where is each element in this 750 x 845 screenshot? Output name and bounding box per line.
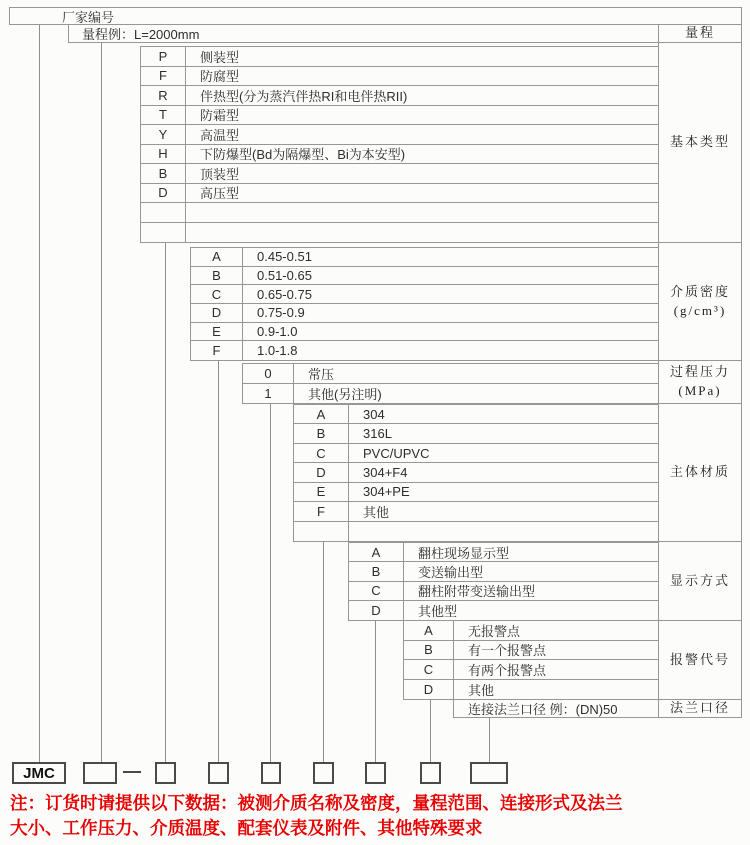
basic-type-block	[140, 46, 658, 243]
row-desc: 0.45-0.51	[257, 249, 312, 265]
row-desc: 其他(另注明)	[308, 386, 382, 402]
side-label-range	[658, 24, 742, 43]
side-label-display-mode	[658, 541, 742, 621]
row-code: T	[141, 106, 186, 125]
table-row	[404, 621, 658, 641]
connector-line-alarm	[430, 700, 431, 762]
separator-dash	[123, 771, 141, 773]
table-row	[191, 267, 658, 286]
code-box-range	[83, 762, 117, 784]
side-label-pressure	[658, 360, 742, 404]
table-row	[349, 562, 658, 581]
row-desc: 翻柱附带变送输出型	[418, 584, 536, 600]
row-desc	[349, 522, 658, 541]
row-desc: 304+F4	[363, 464, 408, 480]
side-label-text: 介质密度	[669, 283, 730, 299]
row-desc: 有两个报警点	[468, 662, 547, 678]
side-label-text: 报警代号	[669, 651, 730, 667]
row-desc	[186, 223, 658, 243]
table-row	[294, 502, 658, 521]
row-desc: 0.51-0.65	[257, 267, 312, 283]
row-desc: 316L	[363, 426, 392, 442]
table-row	[141, 223, 658, 243]
row-code: D	[141, 184, 186, 203]
table-row	[141, 164, 658, 184]
connector-line-pressure	[270, 404, 271, 762]
side-label-text: 显示方式	[669, 572, 730, 588]
connector-line-density	[218, 361, 219, 762]
row-desc: 1.0-1.8	[257, 343, 298, 359]
table-row	[294, 522, 658, 541]
side-label-text: 量程	[684, 25, 715, 41]
connector-line-factory	[39, 25, 40, 762]
side-label-basic-type	[658, 42, 742, 243]
row-code: A	[294, 405, 349, 423]
side-label-text: 基本类型	[669, 134, 730, 150]
row-desc: 无报警点	[468, 623, 521, 639]
connector-line-basic-type	[165, 243, 166, 762]
table-row	[349, 543, 658, 562]
ordering-note-line2: 大小、工作压力、介质温度、配套仪表及附件、其他特殊要求	[10, 818, 483, 838]
code-box-display	[365, 762, 386, 784]
row-desc: 有一个报警点	[468, 643, 547, 659]
row-code	[294, 522, 349, 541]
table-row	[141, 106, 658, 126]
row-code: B	[349, 562, 404, 580]
row-code: F	[294, 502, 349, 520]
row-desc: 304+PE	[363, 484, 410, 500]
row-code: D	[191, 304, 243, 322]
code-box-pressure	[261, 762, 281, 784]
material-block	[293, 404, 658, 542]
code-box-density	[208, 762, 229, 784]
row-code: C	[294, 444, 349, 462]
side-label-unit: (g/cm³)	[673, 302, 727, 318]
table-row	[141, 184, 658, 204]
side-label-text: 法兰口径	[669, 700, 730, 716]
connector-line-material	[323, 542, 324, 762]
table-row	[404, 641, 658, 661]
row-desc: 防霜型	[200, 108, 240, 124]
side-label-alarm-code	[658, 620, 742, 700]
row-code: A	[404, 621, 454, 640]
row-desc: 304	[363, 406, 385, 422]
side-label-unit: (MPa)	[678, 383, 722, 398]
row-desc	[186, 203, 658, 222]
connector-line-display	[375, 621, 376, 762]
row-code: A	[349, 543, 404, 561]
table-row	[191, 304, 658, 323]
connector-line-range	[101, 43, 102, 762]
table-row	[141, 47, 658, 67]
range-example-row	[68, 24, 658, 43]
row-code: 0	[243, 364, 294, 383]
row-desc: 0.75-0.9	[257, 305, 305, 321]
row-desc: 0.65-0.75	[257, 286, 312, 302]
flange-size-text: 连接法兰口径 例：(DN)50	[468, 702, 618, 717]
side-label-material	[658, 403, 742, 542]
row-code: C	[349, 582, 404, 600]
row-desc: 0.9-1.0	[257, 323, 298, 339]
table-row	[141, 203, 658, 223]
table-row	[141, 145, 658, 165]
row-code: D	[349, 601, 404, 620]
ordering-note	[10, 791, 746, 841]
row-code	[141, 203, 186, 222]
table-row	[294, 424, 658, 443]
row-desc: 其他	[468, 682, 495, 698]
code-box-material	[313, 762, 334, 784]
table-row	[141, 86, 658, 106]
model-prefix-box	[12, 762, 66, 784]
row-code: 1	[243, 384, 294, 404]
side-label-text: 过程压力	[669, 364, 730, 380]
ordering-note-line1: 注：订货时请提供以下数据：被测介质名称及密度，量程范围、连接形式及法兰	[10, 793, 623, 813]
row-code: B	[294, 424, 349, 442]
row-code: E	[294, 483, 349, 501]
row-code: E	[191, 323, 243, 341]
table-row	[243, 384, 658, 404]
row-code: C	[191, 285, 243, 303]
row-code: C	[404, 660, 454, 679]
row-code	[141, 223, 186, 243]
row-code: H	[141, 145, 186, 164]
row-desc: 侧装型	[200, 49, 240, 65]
row-code: D	[404, 680, 454, 700]
row-desc: 其他	[363, 504, 390, 520]
code-box-flange	[470, 762, 508, 784]
table-row	[141, 125, 658, 145]
side-label-text: 主体材质	[669, 464, 730, 480]
row-desc: 高压型	[200, 186, 240, 202]
table-row	[404, 660, 658, 680]
table-row	[141, 67, 658, 87]
row-code: P	[141, 47, 186, 66]
code-box-alarm	[420, 762, 441, 784]
connector-line-flange	[489, 718, 490, 762]
range-example-label: 量程例：L=2000mm	[82, 27, 200, 42]
row-code: B	[404, 641, 454, 660]
table-row	[191, 323, 658, 342]
side-label-density	[658, 242, 742, 361]
row-desc: 翻柱现场显示型	[418, 545, 510, 561]
row-code: Y	[141, 125, 186, 144]
row-code: B	[141, 164, 186, 183]
table-row	[404, 680, 658, 700]
factory-number-row	[9, 7, 742, 25]
table-row	[294, 405, 658, 424]
row-code: F	[141, 67, 186, 86]
density-block	[190, 247, 658, 361]
flange-size-row	[453, 699, 658, 718]
table-row	[191, 341, 658, 360]
table-row	[294, 463, 658, 482]
table-row	[191, 285, 658, 304]
row-code: R	[141, 86, 186, 105]
row-desc: 顶装型	[200, 166, 240, 182]
pressure-block	[242, 363, 658, 404]
side-label-flange-size	[658, 699, 742, 718]
row-code: A	[191, 248, 243, 266]
row-desc: 其他型	[418, 603, 458, 619]
table-row	[349, 601, 658, 620]
row-code: B	[191, 267, 243, 285]
table-row	[191, 248, 658, 267]
row-desc: 高温型	[200, 127, 240, 143]
row-code: F	[191, 341, 243, 360]
table-row	[243, 364, 658, 384]
row-desc: 变送输出型	[418, 564, 484, 580]
row-desc: 下防爆型(Bd为隔爆型、Bi为本安型)	[200, 147, 406, 163]
row-desc: 防腐型	[200, 69, 240, 85]
row-desc: 常压	[308, 366, 335, 382]
display-mode-block	[348, 542, 658, 621]
table-row	[294, 483, 658, 502]
row-code: D	[294, 463, 349, 481]
code-box-basic-type	[155, 762, 176, 784]
row-desc: PVC/UPVC	[363, 445, 430, 461]
model-prefix-text: JMC	[23, 764, 55, 782]
table-row	[294, 444, 658, 463]
factory-number-label: 厂家编号	[62, 9, 115, 25]
table-row	[349, 582, 658, 601]
alarm-code-block	[403, 620, 658, 700]
row-desc: 伴热型(分为蒸汽伴热RI和电伴热RII)	[200, 88, 408, 104]
